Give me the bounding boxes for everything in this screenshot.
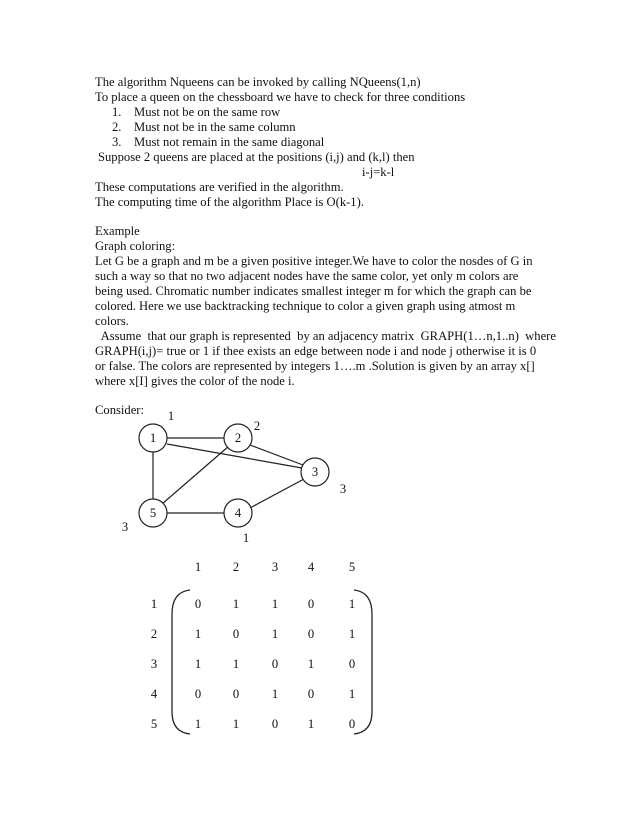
matrix-cell: 1 [194, 627, 202, 641]
matrix-col-header: 2 [232, 560, 240, 574]
matrix-row-header: 2 [150, 627, 158, 641]
node-2-label: 2 [234, 431, 242, 445]
node-2-color-label: 2 [253, 419, 261, 433]
complexity-line: The computing time of the algorithm Place is O(k-1). [95, 195, 364, 209]
formula-line: i-j=k-l [362, 165, 395, 179]
edge-3-4 [250, 479, 304, 508]
paragraph2-line-2: GRAPH(i,j)= true or 1 if thee exists an edge between node i and node j otherwise it is 0 [95, 344, 537, 358]
condition-number: 2. [112, 120, 122, 134]
matrix-cell: 1 [232, 657, 240, 671]
verified-line: These computations are verified in the algorithm. [95, 180, 344, 194]
matrix-cell: 0 [307, 627, 315, 641]
intro-line-1: The algorithm Nqueens can be invoked by calling NQueens(1,n) [95, 75, 421, 89]
matrix-row-header: 3 [150, 657, 158, 671]
matrix-col-header: 5 [348, 560, 356, 574]
condition-text: Must not remain in the same diagonal [134, 135, 325, 149]
node-1-color-label: 1 [167, 409, 175, 423]
paragraph1-line-4: colored. Here we use backtracking technique to color a given graph using atmost m [95, 299, 516, 313]
graph-coloring-heading: Graph coloring: [95, 239, 176, 253]
matrix-cell: 0 [348, 657, 356, 671]
matrix-cell: 1 [348, 687, 356, 701]
edge-2-5 [162, 446, 229, 504]
matrix-col-header: 3 [271, 560, 279, 574]
matrix-cell: 0 [307, 597, 315, 611]
intro-line-2: To place a queen on the chessboard we have to check for three conditions [95, 90, 466, 104]
node-5-label: 5 [149, 506, 157, 520]
matrix-cell: 0 [307, 687, 315, 701]
matrix-col-header: 1 [194, 560, 202, 574]
consider-label: Consider: [95, 403, 144, 417]
matrix-cell: 0 [194, 687, 202, 701]
matrix-cell: 1 [348, 597, 356, 611]
node-1-label: 1 [149, 431, 157, 445]
graph-edges [153, 438, 304, 513]
condition-text: Must not be on the same row [134, 105, 281, 119]
matrix-cell: 0 [232, 687, 240, 701]
matrix-col-header: 4 [307, 560, 315, 574]
matrix-cell: 1 [307, 657, 315, 671]
node-5-color-label: 3 [121, 520, 129, 534]
paragraph1-line-2: such a way so that no two adjacent nodes have the same color, yet only m colors are [95, 269, 519, 283]
matrix-cell: 1 [307, 717, 315, 731]
matrix-cell: 0 [271, 657, 279, 671]
matrix-cell: 0 [232, 627, 240, 641]
matrix-cell: 0 [271, 717, 279, 731]
adjacency-matrix [130, 552, 390, 752]
matrix-cell: 1 [271, 687, 279, 701]
paragraph2-line-1: Assume that our graph is represented by an adjacency matrix GRAPH(1…n,1..n) where [95, 329, 556, 343]
suppose-line: Suppose 2 queens are placed at the positions (i,j) and (k,l) then [98, 150, 415, 164]
paragraph1-line-5: colors. [95, 314, 129, 328]
matrix-row-header: 5 [150, 717, 158, 731]
paragraph2-line-4: where x[I] gives the color of the node i. [95, 374, 295, 388]
condition-text: Must not be in the same column [134, 120, 296, 134]
edge-2-3 [250, 445, 303, 465]
matrix-cell: 1 [271, 597, 279, 611]
condition-number: 3. [112, 135, 122, 149]
node-3-label: 3 [311, 465, 319, 479]
example-heading: Example [95, 224, 140, 238]
node-4-color-label: 1 [242, 531, 250, 545]
matrix-row-header: 1 [150, 597, 158, 611]
matrix-cell: 1 [232, 597, 240, 611]
matrix-cell: 0 [348, 717, 356, 731]
matrix-cell: 1 [194, 717, 202, 731]
matrix-cell: 1 [232, 717, 240, 731]
matrix-cell: 1 [348, 627, 356, 641]
paragraph1-line-1: Let G be a graph and m be a given positive integer.We have to color the nosdes of G in [95, 254, 533, 268]
paragraph2-line-3: or false. The colors are represented by integers 1….m .Solution is given by an array x[] [95, 359, 535, 373]
node-4-label: 4 [234, 506, 242, 520]
condition-number: 1. [112, 105, 122, 119]
matrix-cell: 0 [194, 597, 202, 611]
paragraph1-line-3: being used. Chromatic number indicates smallest integer m for which the graph can be [95, 284, 532, 298]
matrix-row-header: 4 [150, 687, 158, 701]
matrix-cell: 1 [271, 627, 279, 641]
matrix-cell: 1 [194, 657, 202, 671]
node-3-color-label: 3 [339, 482, 347, 496]
